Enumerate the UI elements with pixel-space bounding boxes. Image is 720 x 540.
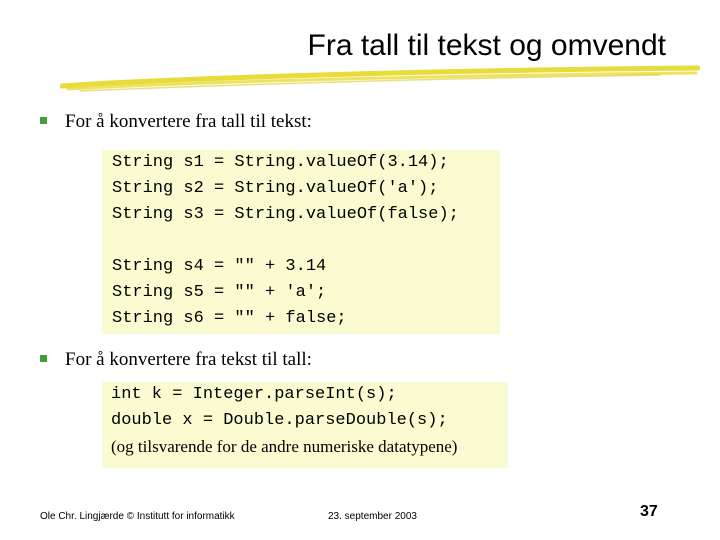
slide-title: Fra tall til tekst og omvendt — [307, 29, 666, 62]
code-line: double x = Double.parseDouble(s); — [111, 411, 448, 430]
title-underline-swoosh — [60, 64, 700, 94]
footer-author: Ole Chr. Lingjærde © Institutt for informatikk — [40, 511, 235, 522]
bullet-number-to-text — [40, 110, 312, 134]
code-block-number-to-text — [102, 150, 500, 334]
code-line: String s1 = String.valueOf(3.14); — [112, 153, 449, 172]
code-line — [112, 228, 500, 254]
code-note: (og tilsvarende for de andre numeriske datatypene) — [111, 437, 458, 456]
square-bullet-icon — [40, 117, 47, 124]
bullet-text: For å konvertere fra tekst til tall: — [65, 349, 312, 370]
code-line: String s6 = "" + false; — [112, 309, 347, 328]
bullet-text: For å konvertere fra tall til tekst: — [65, 111, 312, 132]
code-block-text-to-number — [102, 382, 508, 468]
code-line: String s2 = String.valueOf('a'); — [112, 179, 439, 198]
bullet-text-to-number — [40, 348, 312, 372]
code-line: int k = Integer.parseInt(s); — [111, 385, 397, 404]
code-line: String s3 = String.valueOf(false); — [112, 205, 459, 224]
page-number: 37 — [640, 503, 658, 520]
footer-date: 23. september 2003 — [328, 511, 417, 522]
square-bullet-icon — [40, 355, 47, 362]
code-line: String s4 = "" + 3.14 — [112, 257, 327, 276]
code-line: String s5 = "" + 'a'; — [112, 283, 327, 302]
